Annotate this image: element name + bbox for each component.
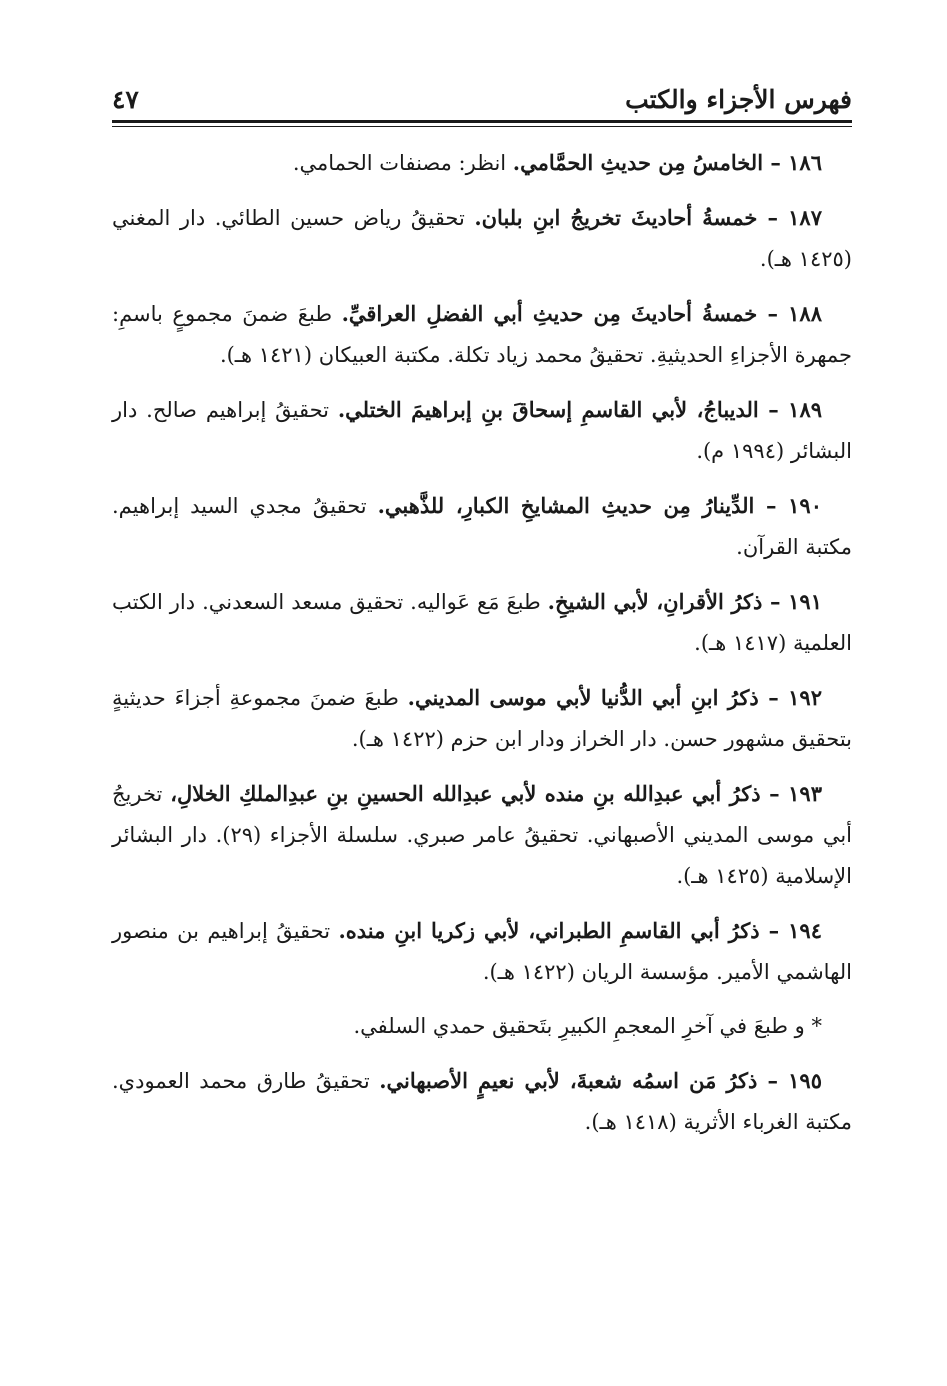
entry-186 [112,142,852,184]
entry-189 [112,389,852,472]
entry-title: ١٩١ – ذكرُ الأقرانِ، لأبي الشيخِ. [547,589,822,614]
entry-193 [112,773,852,897]
entry-195 [112,1060,852,1143]
entry-192 [112,677,852,760]
entry-188 [112,293,852,376]
header-rule-thin [112,126,852,127]
running-title: فهرس الأجزاء والكتب [625,85,852,114]
entry-text: تحقيقُ إبراهيم صالح. دار البشائر (١٩٩٤ م). [112,398,852,463]
entry-text: طبعَ مَع عَواليه. تحقيق مسعد السعدني. دار الكتب العلمية (١٤١٧ هـ). [112,590,852,655]
page-header [112,80,852,120]
entry-text: تحقيقُ طارق محمد العمودي. مكتبة الغرباء الأثرية (١٤١٨ هـ). [112,1069,852,1134]
entry-note: * و طبعَ في آخرِ المعجمِ الكبيرِ بتَحقيق حمدي السلفي. [353,1014,822,1038]
entry-text: تحقيقُ رياض حسين الطائي. دار المغني (١٤٢٥ هـ). [112,206,852,271]
entry-text: طبعَ ضمنَ مجموعٍ باسمِ: جمهرة الأجزاءِ الحديثيةِ. تحقيقُ محمد زياد تكلة. مكتبة العبيكان (١٤٢١ هـ). [112,302,852,367]
entry-text: تحقيقُ إبراهيم بن منصور الهاشمي الأمير. مؤسسة الريان (١٤٢٢ هـ). [112,919,852,984]
page-number: ٤٧ [112,85,139,114]
entry-title: ١٩٢ – ذكرُ ابنِ أبي الدُّنيا لأبي موسى المديني. [407,685,822,710]
entry-text: تخريجُ أبي موسى المديني الأصبهاني. تحقيقُ عامر صبري. سلسلة الأجزاء (٢٩). دار البشائر الإسلامية (١٤٢٥ هـ). [112,782,852,888]
entry-title: ١٩٥ – ذكرُ مَن اسمُه شعبةَ، لأبي نعيمٍ الأصبهاني. [379,1068,822,1093]
entry-title: ١٨٦ – الخامسُ مِن حديثِ الحمَّامي. [512,150,822,175]
entry-text: تحقيقُ مجدي السيد إبراهيم. مكتبة القرآن. [112,494,852,559]
entry-text: انظر: مصنفات الحمامي. [292,151,513,175]
entry-194 [112,910,852,993]
entry-190 [112,485,852,568]
entry-title: ١٨٨ – خمسةُ أحاديثَ مِن حديثِ أبي الفضلِ العراقيِّ. [341,301,822,326]
entry-title: ١٩٠ – الدِّينارُ مِن حديثِ المشايخِ الكبارِ، للذَّهبي. [377,493,822,518]
entry-187 [112,197,852,280]
entry-title: ١٨٩ – الديباجُ، لأبي القاسمِ إسحاقَ بنِ إبراهيمَ الختلي. [337,397,823,422]
entry-list [112,142,852,1156]
entry-191 [112,581,852,664]
entry-title: ١٩٣ – ذكرُ أبي عبدِالله بنِ منده لأبي عبدِالله الحسينِ بنِ عبدِالملكِ الخلالِ، [170,781,822,806]
entry-title: ١٨٧ – خمسةُ أحاديثَ تخريجُ ابنِ بلبان. [474,205,822,230]
entry-text: طبعَ ضمنَ مجموعةِ أجزاءَ حديثيةٍ بتحقيق مشهور حسن. دار الخراز ودار ابن حزم (١٤٢٢ هـ). [112,686,852,751]
entry-title: ١٩٤ – ذكرُ أبي القاسمِ الطبراني، لأبي زكريا ابنِ منده. [338,918,822,943]
header-rule-thick [112,120,852,123]
